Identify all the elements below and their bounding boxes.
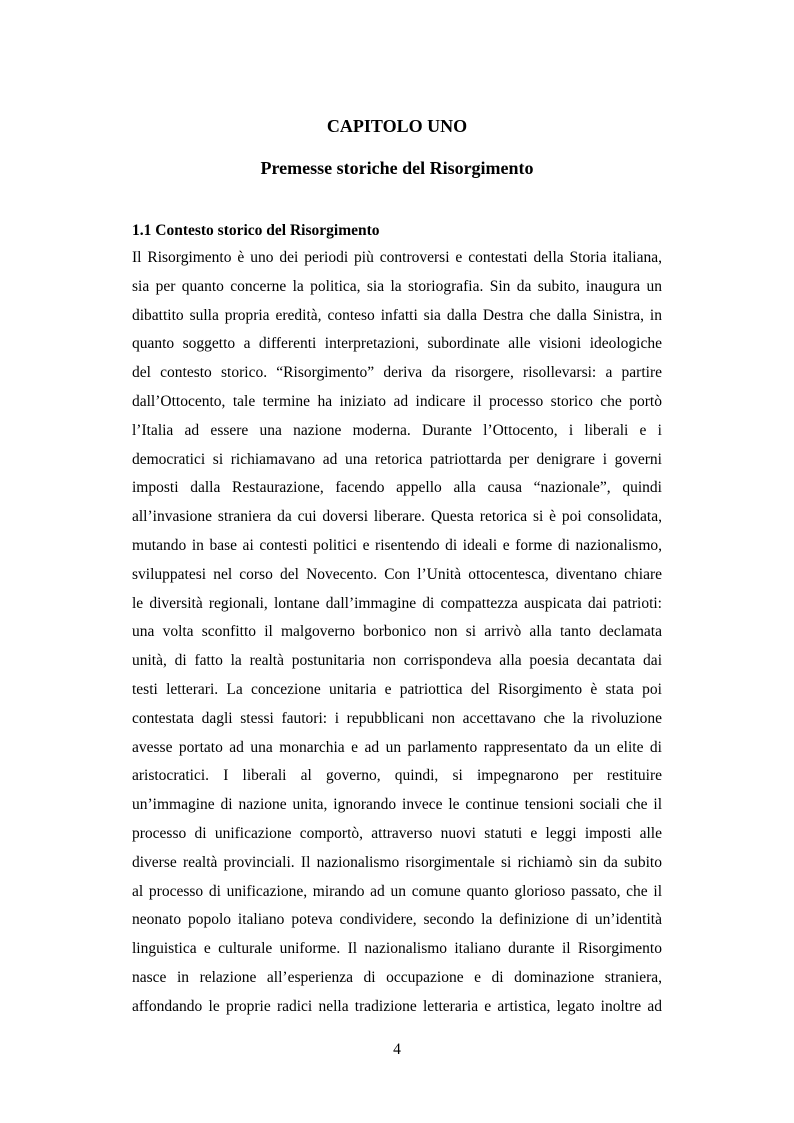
text-line: dall’Ottocento, tale termine ha iniziato ad indicare il processo storico che portò [132,392,662,410]
text-line: aristocratici. I liberali al governo, quindi, si impegnarono per restituire [132,767,662,785]
text-line: Il Risorgimento è uno dei periodi più controversi e contestati della Storia italiana, [132,249,662,266]
text-line: una volta sconfitto il malgoverno borbonico non si arrivò alla tanto declamata [132,623,662,641]
text-line: affondando le proprie radici nella tradizione letteraria e artistica, legato inoltre ad [132,997,662,1015]
text-line: democratici si richiamavano ad una retorica patriottarda per denigrare i governi [132,450,662,468]
text-line: linguistica e culturale uniforme. Il nazionalismo italiano durante il Risorgimento [132,940,662,958]
text-line: sviluppatesi nel corso del Novecento. Con l’Unità ottocentesca, diventano chiare [132,565,662,583]
text-line: neonato popolo italiano poteva condividere, secondo la definizione di un’identità [132,911,662,929]
text-line: contestata dagli stessi fautori: i repubblicani non accettavano che la rivoluzione [132,709,662,727]
text-line: le diversità regionali, lontane dall’immagine di compattezza auspicata dai patrioti: [132,594,662,612]
text-line: all’invasione straniera da cui doversi liberare. Questa retorica si è poi consolidata, [132,508,662,526]
text-line: dibattito sulla propria eredità, conteso infatti sia dalla Destra che dalla Sinistra, in [132,306,662,324]
text-line: diverse realtà provinciali. Il nazionalismo risorgimentale si richiamò sin da subito [132,853,662,871]
page-number: 4 [393,1041,401,1058]
text-line: del contesto storico. “Risorgimento” deriva da risorgere, risollevarsi: a partire [132,364,662,382]
text-line: imposti dalla Restaurazione, facendo appello alla causa “nazionale”, quindi [132,479,662,497]
text-line: nasce in relazione all’esperienza di occupazione e di dominazione straniera, [132,968,662,986]
section-heading: 1.1 Contesto storico del Risorgimento [132,222,380,239]
chapter-title: Premesse storiche del Risorgimento [260,158,534,178]
text-line: un’immagine di nazione unita, ignorando invece le continue tensioni sociali che il [132,796,662,814]
text-line: avesse portato ad una monarchia e ad un parlamento rappresentato da un elite di [132,738,662,756]
text-line: al processo di unificazione, mirando ad un comune quanto glorioso passato, che il [132,882,662,900]
text-line: unità, di fatto la realtà postunitaria non corrispondeva alla poesia decantata dai [132,652,662,670]
text-line: sia per quanto concerne la politica, sia la storiografia. Sin da subito, inaugura un [132,277,662,295]
text-line: l’Italia ad essere una nazione moderna. Durante l’Ottocento, i liberali e i [132,421,662,439]
text-line: mutando in base ai contesti politici e risentendo di ideali e forme di nazionalismo, [132,536,662,554]
text-line: processo di unificazione comportò, attraverso nuovi statuti e leggi imposti alle [132,824,662,842]
body-paragraph [132,248,662,1026]
text-line: testi letterari. La concezione unitaria e patriottica del Risorgimento è stata poi [132,680,662,698]
text-line: quanto soggetto a differenti interpretazioni, subordinate alle visioni ideologiche [132,335,662,353]
chapter-number: CAPITOLO UNO [326,116,468,136]
